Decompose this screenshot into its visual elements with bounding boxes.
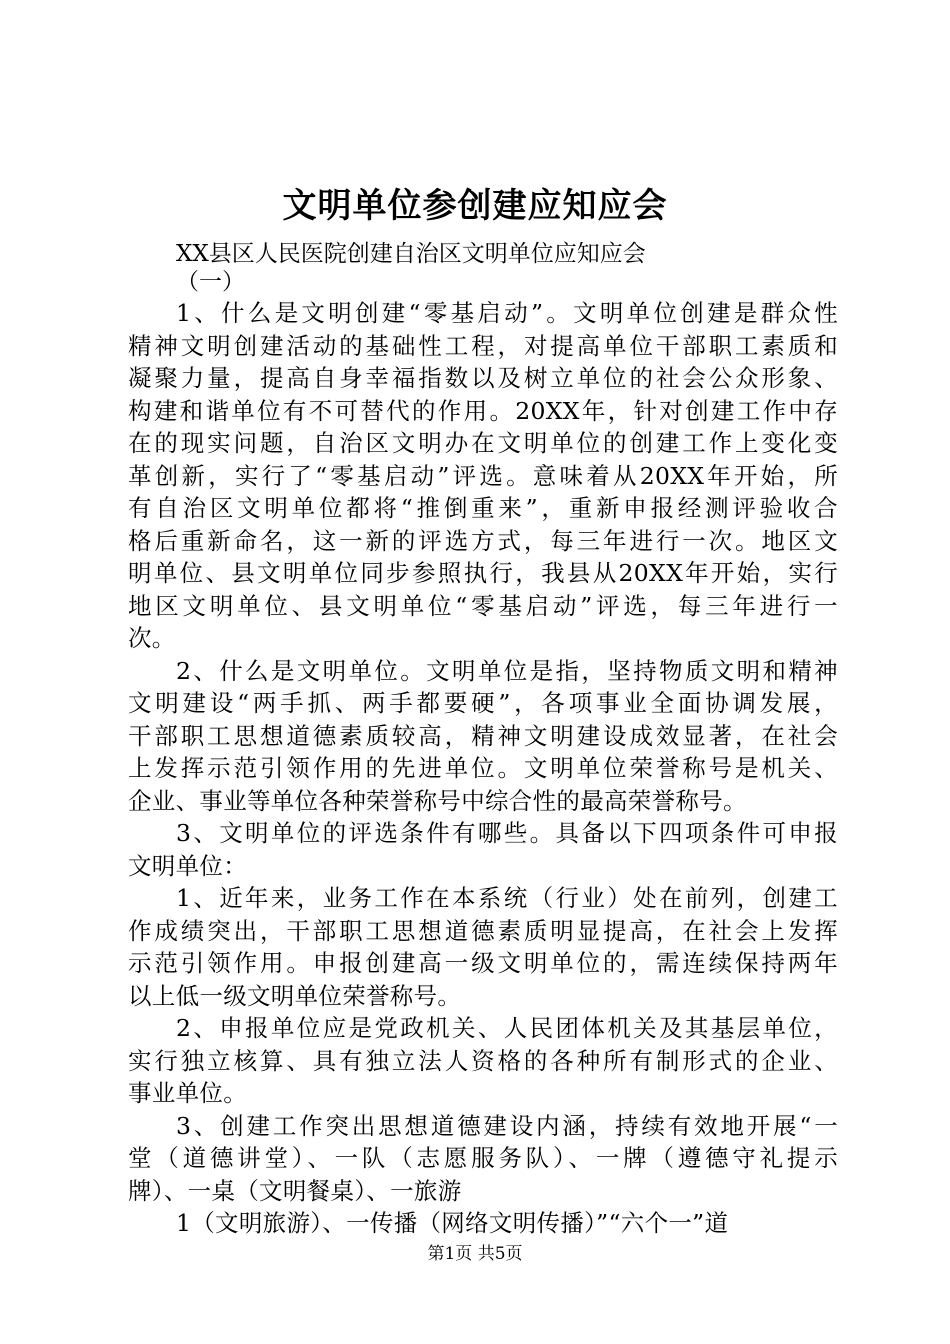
paragraph-line: 革创新，实行了“零基启动”评选。意味着从20XX年开始，所 xyxy=(128,461,838,490)
paragraph-line: 文明单位： xyxy=(128,851,247,880)
document-title: 文明单位参创建应知应会 xyxy=(282,186,668,226)
paragraph-line: 实行独立核算、具有独立法人资格的各种所有制形式的企业、 xyxy=(128,1046,838,1075)
paragraph-line: 事业单位。 xyxy=(128,1079,247,1107)
paragraph-line: 凝聚力量，提高自身幸福指数以及树立单位的社会公众形象、 xyxy=(128,364,838,392)
page-footer: 第1页 共5页 xyxy=(427,1244,523,1264)
paragraph-line: 示范引领作用。申报创建高一级文明单位的，需连续保持两年 xyxy=(128,949,838,977)
paragraph-line: 精神文明创建活动的基础性工程，对提高单位干部职工素质和 xyxy=(128,331,838,360)
paragraph-line: 1、近年来，业务工作在本系统（行业）处在前列，创建工 xyxy=(176,884,838,912)
document-body xyxy=(128,297,838,1240)
paragraph-line: 3、文明单位的评选条件有哪些。具备以下四项条件可申报 xyxy=(176,819,838,847)
paragraph-line: 牌）、一桌（文明餐桌）、一旅游 xyxy=(128,1176,462,1205)
paragraph-line: 格后重新命名，这一新的评选方式，每三年进行一次。地区文 xyxy=(128,526,838,555)
paragraph-line: 2、申报单位应是党政机关、人民团体机关及其基层单位， xyxy=(176,1014,838,1042)
paragraph xyxy=(128,817,838,882)
paragraph xyxy=(128,882,838,1012)
paragraph-line: 堂（道德讲堂）、一队（志愿服务队）、一牌（遵德守礼提示 xyxy=(128,1144,838,1172)
paragraph-line: 上发挥示范引领作用的先进单位。文明单位荣誉称号是机关、 xyxy=(128,754,838,782)
paragraph-line: 作成绩突出，干部职工思想道德素质明显提高，在社会上发挥 xyxy=(128,916,838,945)
paragraph-line: 1、什么是文明创建“零基启动”。文明单位创建是群众性 xyxy=(176,299,838,327)
paragraph-line: 1（文明旅游）、一传播（网络文明传播）”“六个一”道 xyxy=(176,1209,729,1237)
paragraph-line: 2、什么是文明单位。文明单位是指，坚持物质文明和精神 xyxy=(176,656,838,685)
paragraph xyxy=(128,297,838,655)
paragraph-line: 有自治区文明单位都将“推倒重来”，重新申报经测评验收合 xyxy=(128,494,838,522)
paragraph-line: 3、创建工作突出思想道德建设内涵，持续有效地开展“一 xyxy=(176,1111,838,1140)
paragraph-line: 明单位、县文明单位同步参照执行，我县从20XX年开始，实行 xyxy=(128,559,838,587)
paragraph xyxy=(128,655,838,818)
paragraph-line: 文明建设“两手抓、两手都要硬”，各项事业全面协调发展， xyxy=(128,689,838,717)
paragraph xyxy=(128,1110,838,1208)
paragraph-line: 构建和谐单位有不可替代的作用。20XX年，针对创建工作中存 xyxy=(128,396,838,425)
paragraph-line: 以上低一级文明单位荣誉称号。 xyxy=(128,981,462,1010)
section-marker: （一） xyxy=(176,269,245,295)
document-subtitle: XX县区人民医院创建自治区文明单位应知应会 xyxy=(176,241,646,267)
paragraph xyxy=(128,1012,838,1110)
paragraph-line: 在的现实问题，自治区文明办在文明单位的创建工作上变化变 xyxy=(128,429,838,457)
paragraph-line: 地区文明单位、县文明单位“零基启动”评选，每三年进行一 xyxy=(128,591,838,620)
paragraph-line: 干部职工思想道德素质较高，精神文明建设成效显著，在社会 xyxy=(128,721,838,750)
paragraph-line: 企业、事业等单位各种荣誉称号中综合性的最高荣誉称号。 xyxy=(128,786,747,815)
paragraph xyxy=(128,1207,838,1240)
paragraph-line: 次。 xyxy=(128,624,176,652)
